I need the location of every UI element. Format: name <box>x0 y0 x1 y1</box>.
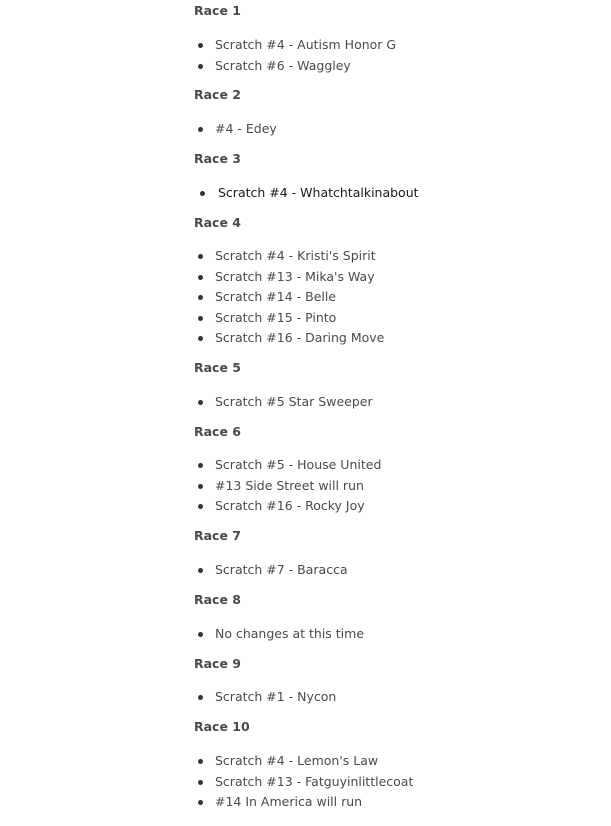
race-heading: Race 9 <box>194 656 241 671</box>
list-item <box>194 476 594 497</box>
entry-text: Scratch #7 - Baracca <box>215 562 348 577</box>
race-section <box>194 592 594 641</box>
entry-text: #14 In America will run <box>215 794 363 809</box>
bullet-icon <box>198 275 203 280</box>
list-item <box>194 455 594 476</box>
race-heading: Race 10 <box>194 719 250 734</box>
bullet-icon <box>198 484 203 489</box>
bullet-icon <box>198 295 203 300</box>
bullet-icon <box>198 254 203 259</box>
race-heading: Race 7 <box>194 528 241 543</box>
entry-text: Scratch #15 - Pinto <box>215 309 337 325</box>
race-section <box>194 360 594 409</box>
race-entries-list <box>194 183 594 204</box>
entry-text: Scratch #14 - Belle <box>215 289 337 304</box>
list-item <box>194 56 594 77</box>
race-heading: Race 6 <box>194 424 241 439</box>
race-entries-list <box>194 751 594 813</box>
list-item <box>194 392 594 413</box>
race-heading: Race 3 <box>194 151 241 166</box>
race-heading: Race 1 <box>194 3 241 18</box>
race-heading: Race 5 <box>194 360 241 375</box>
list-item <box>194 119 594 140</box>
bullet-icon <box>198 400 203 405</box>
bullet-icon <box>198 127 203 132</box>
list-item <box>194 287 594 308</box>
race-heading: Race 8 <box>194 592 241 607</box>
entry-text: Scratch #13 - Fatguyinlittlecoat <box>215 773 414 789</box>
race-entries-list <box>194 246 594 349</box>
race-section <box>194 87 594 136</box>
entry-text: Scratch #4 - Lemon's Law <box>215 753 379 768</box>
race-section <box>194 719 594 809</box>
race-section <box>194 656 594 704</box>
race-section <box>194 215 594 345</box>
bullet-icon <box>198 632 203 637</box>
entry-text: #4 - Edey <box>215 121 277 136</box>
bullet-icon <box>198 759 203 764</box>
list-item <box>194 328 594 349</box>
race-section <box>194 151 594 200</box>
list-item <box>194 751 594 772</box>
race-entries-list <box>194 392 594 413</box>
bullet-icon <box>198 316 203 321</box>
bullet-icon <box>198 64 203 69</box>
bullet-icon <box>198 504 203 509</box>
entry-text: No changes at this time <box>215 626 365 641</box>
list-item <box>194 246 594 267</box>
list-item <box>194 496 594 517</box>
list-item <box>194 792 594 813</box>
list-item <box>194 308 594 329</box>
bullet-icon <box>198 43 203 48</box>
entry-text: Scratch #4 - Autism Honor G <box>215 37 397 52</box>
race-entries-list <box>194 624 594 645</box>
bullet-icon <box>198 568 203 573</box>
list-item <box>194 183 594 204</box>
bullet-icon <box>198 463 203 468</box>
list-item <box>194 624 594 645</box>
list-item <box>194 267 594 288</box>
entry-text: Scratch #5 Star Sweeper <box>215 394 373 409</box>
race-entries-list <box>194 119 594 140</box>
bullet-icon <box>200 191 205 196</box>
entry-text: Scratch #4 - Kristi's Spirit <box>215 248 376 263</box>
entry-text: Scratch #13 - Mika's Way <box>215 268 375 284</box>
race-section <box>194 424 594 513</box>
entry-text: Scratch #5 - House United <box>215 457 382 472</box>
bullet-icon <box>198 336 203 341</box>
entry-text: Scratch #4 - Whatchtalkinabout <box>218 185 419 200</box>
bullet-icon <box>198 800 203 805</box>
race-heading: Race 2 <box>194 87 241 102</box>
race-section <box>194 3 594 73</box>
entry-text: Scratch #16 - Daring Move <box>215 330 385 345</box>
race-entries-list <box>194 560 594 581</box>
entry-text: Scratch #1 - Nycon <box>215 689 337 704</box>
race-entries-list <box>194 455 594 517</box>
list-item <box>194 772 594 793</box>
bullet-icon <box>198 695 203 700</box>
list-item <box>194 687 594 708</box>
bullet-icon <box>198 780 203 785</box>
entry-text: Scratch #16 - Rocky Joy <box>215 498 365 513</box>
race-entries-list <box>194 687 594 708</box>
race-heading: Race 4 <box>194 215 241 230</box>
entry-text: Scratch #6 - Waggley <box>215 57 351 73</box>
entry-text: #13 Side Street will run <box>215 477 364 493</box>
list-item <box>194 560 594 581</box>
list-item <box>194 35 594 56</box>
race-entries-list <box>194 35 594 76</box>
race-section <box>194 528 594 577</box>
